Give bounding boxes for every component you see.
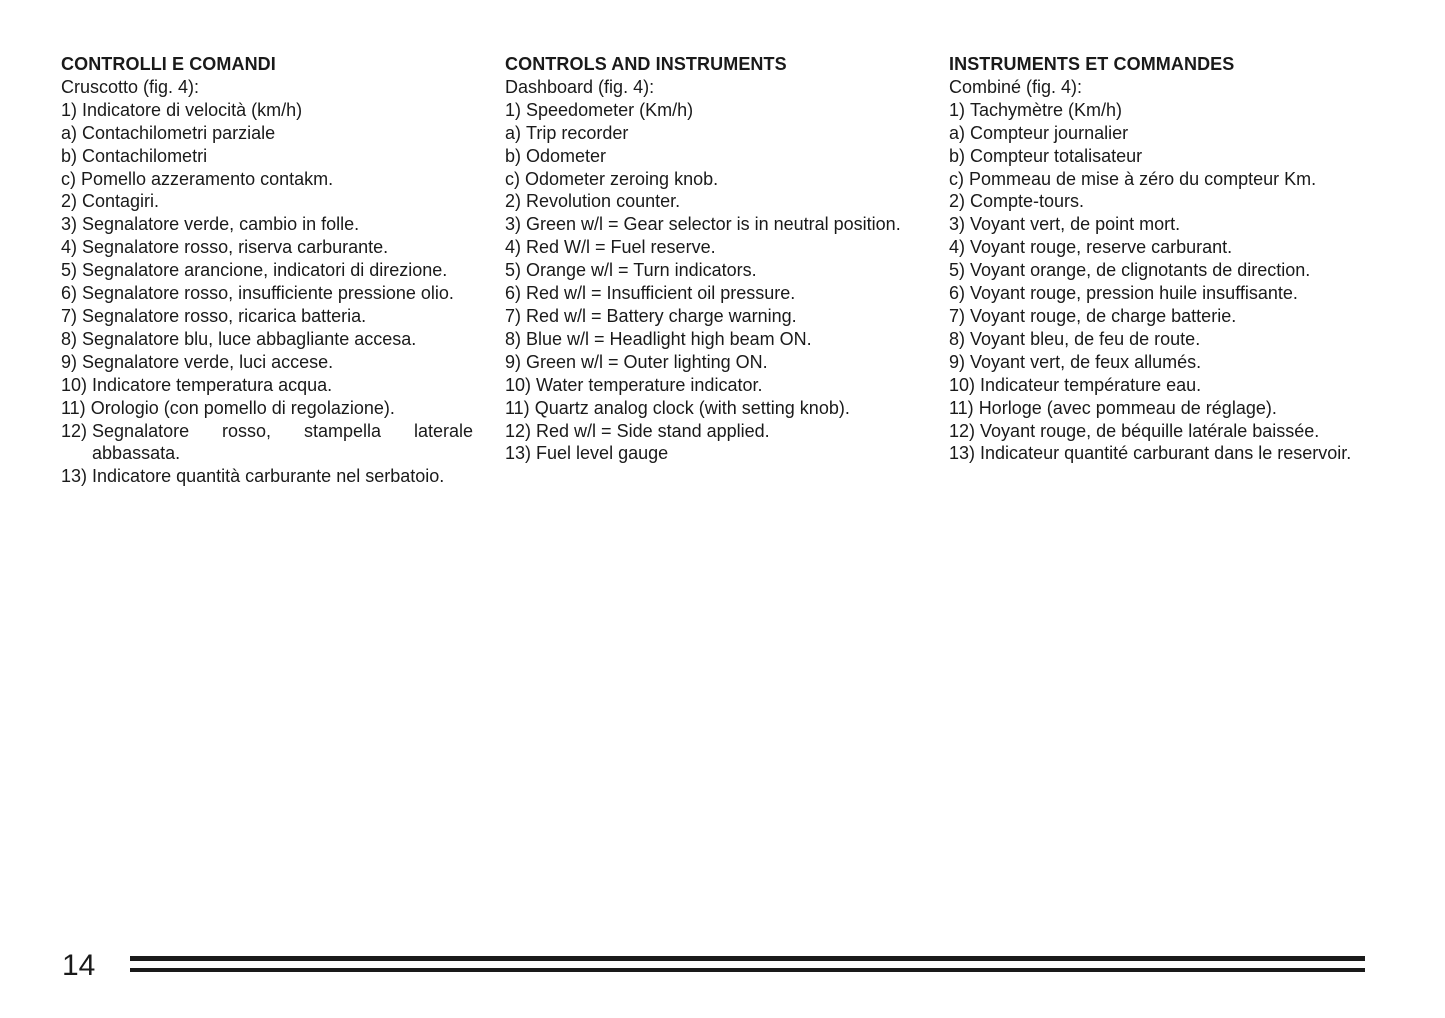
fr-item-number: 9) [949, 351, 971, 372]
fr-item-text: Indicateur quantité carburant dans le reservoir. [980, 443, 1352, 464]
en-list-item-row [505, 122, 917, 145]
fr-item-number: 3) [949, 214, 971, 235]
en-item-text: Quartz analog clock (with setting knob). [534, 397, 850, 418]
it-list-item [61, 305, 473, 328]
en-item-number: 2) [505, 191, 527, 212]
it-list-item-row [61, 99, 473, 122]
it-item-number: 4) [61, 237, 83, 258]
fr-item-text: Voyant rouge, de charge batterie. [970, 305, 1237, 326]
fr-list-item [949, 259, 1367, 282]
en-list-item [505, 213, 917, 236]
it-item-number: 11) [61, 397, 91, 418]
it-item-number: 1) [61, 99, 83, 120]
it-list-item [61, 328, 473, 351]
en-item-text: Red W/l = Fuel reserve. [526, 237, 716, 258]
it-item-text: Segnalatore arancione, indicatori di direzione. [82, 260, 448, 281]
en-item-text: Water temperature indicator. [536, 374, 763, 395]
en-list-item-row [505, 305, 917, 328]
fr-item-text: Indicateur température eau. [980, 374, 1202, 395]
fr-list-item [949, 282, 1367, 305]
english-section-title: CONTROLS AND INSTRUMENTS [505, 54, 787, 74]
it-item-number: 7) [61, 305, 83, 326]
it-item-text: Indicatore quantità carburante nel serbatoio. [92, 466, 445, 487]
it-list-item-row [61, 465, 473, 488]
fr-list-item-row [949, 420, 1367, 443]
fr-list-item [949, 236, 1367, 259]
fr-list-item [949, 328, 1367, 351]
en-list-item-row [505, 236, 917, 259]
it-item-number: 5) [61, 260, 83, 281]
fr-item-number: 4) [949, 237, 971, 258]
en-item-text: Trip recorder [526, 122, 629, 143]
fr-list-item [949, 442, 1367, 465]
en-list-item-row [505, 420, 917, 443]
fr-list-item-row [949, 397, 1367, 420]
italian-item-list [61, 99, 473, 488]
en-item-text: Red w/l = Battery charge warning. [526, 305, 797, 326]
fr-item-number: b) [949, 145, 971, 166]
it-item-text: Segnalatore verde, luci accese. [82, 351, 334, 372]
en-item-number: 10) [505, 374, 537, 395]
it-list-item [61, 420, 473, 466]
en-item-text: Odometer zeroing knob. [525, 168, 719, 189]
it-list-item [61, 351, 473, 374]
fr-item-number: 1) [949, 99, 971, 120]
en-list-item [505, 236, 917, 259]
fr-item-text: Pommeau de mise à zéro du compteur Km. [969, 168, 1317, 189]
english-dashboard-caption: Dashboard (fig. 4): [505, 76, 655, 97]
fr-list-item [949, 122, 1367, 145]
it-item-text: Segnalatore verde, cambio in folle. [82, 214, 360, 235]
en-list-item [505, 122, 917, 145]
fr-list-item-row [949, 122, 1367, 145]
fr-item-text: Voyant bleu, de feu de route. [970, 328, 1201, 349]
fr-list-item [949, 351, 1367, 374]
en-list-item [505, 442, 917, 465]
fr-list-item-row [949, 305, 1367, 328]
it-item-text: Segnalatore blu, luce abbagliante accesa. [82, 328, 417, 349]
fr-item-text: Voyant rouge, reserve carburant. [970, 237, 1233, 258]
fr-item-text: Voyant vert, de feux allumés. [970, 351, 1202, 372]
fr-item-text: Voyant vert, de point mort. [970, 214, 1181, 235]
fr-list-item-row [949, 351, 1367, 374]
it-item-number: 13) [61, 466, 93, 487]
en-list-item [505, 99, 917, 122]
it-list-item-row [61, 213, 473, 236]
it-item-text: Contagiri. [82, 191, 160, 212]
en-item-text: Speedometer (Km/h) [526, 99, 694, 120]
en-list-item [505, 351, 917, 374]
it-list-item [61, 190, 473, 213]
en-item-number: 11) [505, 397, 535, 418]
en-item-number: 5) [505, 260, 527, 281]
it-list-item-row [61, 328, 473, 351]
en-item-number: b) [505, 145, 527, 166]
it-list-item [61, 397, 473, 420]
fr-list-item [949, 190, 1367, 213]
fr-list-item-row [949, 213, 1367, 236]
en-item-number: a) [505, 122, 527, 143]
en-list-item [505, 328, 917, 351]
it-list-item-row [61, 168, 473, 191]
en-list-item [505, 168, 917, 191]
it-list-item [61, 374, 473, 397]
en-item-number: 4) [505, 237, 527, 258]
it-list-item-row [61, 259, 473, 282]
fr-item-number: 11) [949, 397, 979, 418]
italian-column [61, 53, 473, 488]
it-list-item [61, 99, 473, 122]
en-item-text: Red w/l = Side stand applied. [536, 420, 770, 441]
en-list-item-row [505, 145, 917, 168]
en-list-item-row [505, 351, 917, 374]
en-item-text: Orange w/l = Turn indicators. [526, 260, 757, 281]
en-item-number: 6) [505, 283, 527, 304]
fr-item-text: Horloge (avec pommeau de réglage). [978, 397, 1277, 418]
en-list-item [505, 420, 917, 443]
it-item-number: 3) [61, 214, 83, 235]
en-list-item-row [505, 259, 917, 282]
fr-list-item-row [949, 190, 1367, 213]
fr-item-number: 12) [949, 420, 981, 441]
fr-item-number: 6) [949, 283, 971, 304]
fr-list-item [949, 305, 1367, 328]
fr-item-text: Voyant orange, de clignotants de direction. [970, 260, 1311, 281]
en-item-text: Revolution counter. [526, 191, 681, 212]
en-item-number: 3) [505, 214, 527, 235]
it-list-item [61, 213, 473, 236]
it-list-item [61, 465, 473, 488]
fr-item-number: c) [949, 168, 969, 189]
en-item-number: 1) [505, 99, 527, 120]
fr-list-item [949, 168, 1367, 191]
it-item-text: Segnalatore rosso, stampella laterale abbassata. [92, 420, 473, 464]
en-list-item-row [505, 328, 917, 351]
it-list-item [61, 259, 473, 282]
fr-item-number: 2) [949, 191, 971, 212]
en-item-text: Red w/l = Insufficient oil pressure. [526, 283, 796, 304]
it-list-item [61, 236, 473, 259]
french-dashboard-caption: Combiné (fig. 4): [949, 76, 1083, 97]
it-item-number: 6) [61, 283, 83, 304]
it-list-item-row [61, 420, 473, 466]
footer-rule-thin [130, 968, 1365, 972]
it-item-number: 2) [61, 191, 83, 212]
italian-dashboard-caption: Cruscotto (fig. 4): [61, 76, 200, 97]
it-list-item-row [61, 351, 473, 374]
fr-list-item-row [949, 99, 1367, 122]
fr-item-number: 8) [949, 328, 971, 349]
en-list-item [505, 282, 917, 305]
en-item-number: c) [505, 168, 525, 189]
en-item-number: 12) [505, 420, 537, 441]
it-item-number: 9) [61, 351, 83, 372]
italian-section-title: CONTROLLI E COMANDI [61, 54, 276, 74]
en-list-item-row [505, 190, 917, 213]
en-list-item [505, 305, 917, 328]
fr-item-number: 10) [949, 374, 981, 395]
it-item-number: 8) [61, 328, 83, 349]
en-list-item [505, 190, 917, 213]
it-list-item [61, 168, 473, 191]
fr-list-item-row [949, 374, 1367, 397]
en-list-item-row [505, 374, 917, 397]
it-list-item-row [61, 397, 473, 420]
fr-item-number: a) [949, 122, 971, 143]
fr-item-text: Voyant rouge, pression huile insuffisante. [970, 283, 1298, 304]
en-list-item-row [505, 213, 917, 236]
it-list-item-row [61, 145, 473, 168]
en-list-item-row [505, 99, 917, 122]
fr-list-item-row [949, 328, 1367, 351]
fr-item-text: Voyant rouge, de béquille latérale baissée. [980, 420, 1320, 441]
page-number: 14 [62, 949, 96, 982]
en-item-number: 8) [505, 328, 527, 349]
fr-list-item-row [949, 282, 1367, 305]
fr-item-text: Tachymètre (Km/h) [970, 99, 1123, 120]
it-item-text: Segnalatore rosso, insufficiente pressione olio. [82, 283, 454, 304]
it-item-text: Segnalatore rosso, riserva carburante. [82, 237, 389, 258]
en-list-item-row [505, 168, 917, 191]
it-list-item-row [61, 122, 473, 145]
en-list-item [505, 145, 917, 168]
en-item-text: Fuel level gauge [536, 443, 669, 464]
it-item-text: Pomello azzeramento contakm. [81, 168, 334, 189]
en-list-item [505, 259, 917, 282]
it-item-text: Contachilometri parziale [82, 122, 276, 143]
fr-list-item [949, 420, 1367, 443]
it-item-text: Indicatore di velocità (km/h) [82, 99, 303, 120]
fr-list-item-row [949, 259, 1367, 282]
footer-rule-thick [130, 956, 1365, 961]
fr-list-item-row [949, 145, 1367, 168]
it-list-item-row [61, 282, 473, 305]
french-section-title: INSTRUMENTS ET COMMANDES [949, 54, 1235, 74]
it-list-item [61, 282, 473, 305]
it-item-number: 12) [61, 420, 93, 441]
en-item-text: Green w/l = Gear selector is in neutral position. [526, 214, 901, 235]
it-item-number: a) [61, 122, 83, 143]
fr-item-number: 13) [949, 443, 981, 464]
fr-list-item [949, 374, 1367, 397]
fr-item-text: Compteur journalier [970, 122, 1129, 143]
en-item-number: 9) [505, 351, 527, 372]
it-list-item [61, 145, 473, 168]
fr-list-item-row [949, 168, 1367, 191]
it-item-number: 10) [61, 374, 93, 395]
it-item-text: Orologio (con pomello di regolazione). [90, 397, 395, 418]
en-item-text: Green w/l = Outer lighting ON. [526, 351, 768, 372]
fr-list-item-row [949, 236, 1367, 259]
en-list-item-row [505, 282, 917, 305]
english-item-list [505, 99, 917, 466]
french-item-list [949, 99, 1367, 466]
fr-item-number: 7) [949, 305, 971, 326]
en-item-text: Blue w/l = Headlight high beam ON. [526, 328, 812, 349]
fr-list-item [949, 145, 1367, 168]
fr-item-number: 5) [949, 260, 971, 281]
fr-list-item-row [949, 442, 1367, 465]
it-list-item-row [61, 374, 473, 397]
fr-item-text: Compteur totalisateur [970, 145, 1143, 166]
en-list-item [505, 397, 917, 420]
en-list-item-row [505, 397, 917, 420]
fr-item-text: Compte-tours. [970, 191, 1085, 212]
french-column [949, 53, 1367, 465]
fr-list-item [949, 213, 1367, 236]
en-list-item-row [505, 442, 917, 465]
it-list-item [61, 122, 473, 145]
en-item-number: 7) [505, 305, 527, 326]
english-column [505, 53, 917, 465]
it-list-item-row [61, 305, 473, 328]
en-item-text: Odometer [526, 145, 607, 166]
it-item-number: b) [61, 145, 83, 166]
it-item-text: Indicatore temperatura acqua. [92, 374, 333, 395]
fr-list-item [949, 99, 1367, 122]
it-list-item-row [61, 236, 473, 259]
it-item-number: c) [61, 168, 81, 189]
en-list-item [505, 374, 917, 397]
it-item-text: Contachilometri [82, 145, 208, 166]
en-item-number: 13) [505, 443, 537, 464]
fr-list-item [949, 397, 1367, 420]
it-list-item-row [61, 190, 473, 213]
it-item-text: Segnalatore rosso, ricarica batteria. [82, 305, 367, 326]
